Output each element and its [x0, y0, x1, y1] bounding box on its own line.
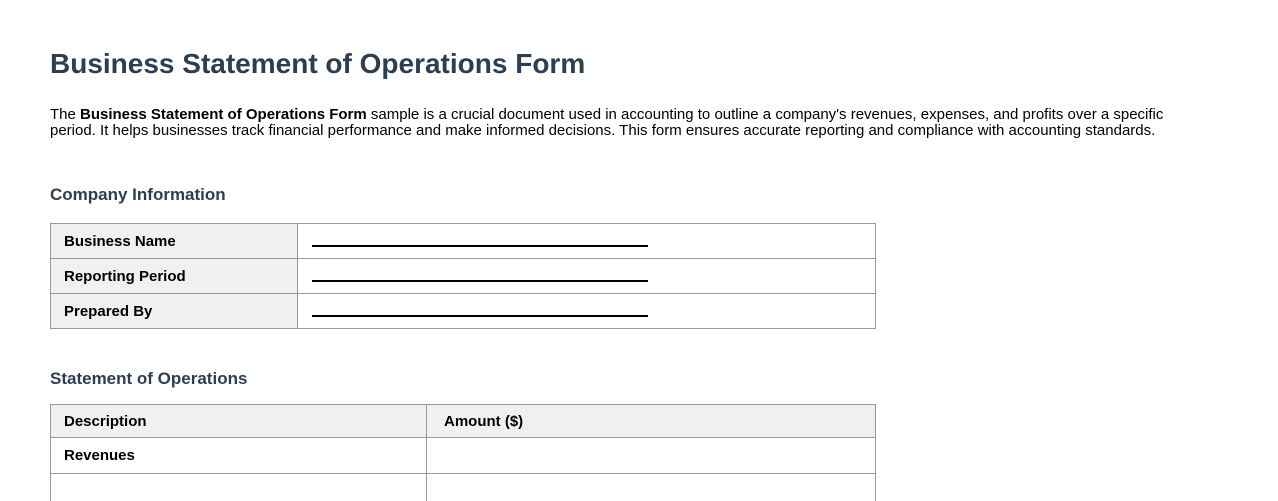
field-value-reporting-period: [298, 259, 876, 294]
intro-paragraph: [50, 107, 1213, 139]
fill-in-line: [312, 305, 648, 317]
field-value-prepared-by: [298, 294, 876, 329]
intro-text-bold: Business Statement of Operations Form: [80, 106, 367, 123]
intro-text-rest: sample is a crucial document used in accounting to outline a company's revenues, expenses, and profits over a specific period. It helps businesses track financial performance and make informed decisions. This form ensures accurate reporting and compliance with accounting standards.: [50, 106, 1164, 139]
row-description-cell: Revenues: [51, 438, 427, 474]
row-amount-cell: [427, 438, 876, 474]
intro-text-prefix: The: [50, 106, 81, 123]
table-row: [51, 294, 876, 329]
field-value-business-name: [298, 224, 876, 259]
column-header-amount: Amount ($): [427, 405, 876, 438]
row-description-cell: [51, 474, 427, 501]
table-row: [51, 438, 876, 474]
row-amount-cell: [427, 474, 876, 501]
table-row: [51, 259, 876, 294]
column-header-description: Description: [51, 405, 427, 438]
table-row: [51, 474, 876, 501]
section-heading-company-information: Company Information: [50, 185, 226, 204]
company-info-table: [50, 223, 876, 329]
table-header-row: [51, 405, 876, 438]
field-label-reporting-period: Reporting Period: [51, 259, 298, 294]
statement-table: [50, 404, 876, 501]
fill-in-line: [312, 235, 648, 247]
fill-in-line: [312, 270, 648, 282]
field-label-prepared-by: Prepared By: [51, 294, 298, 329]
section-heading-statement-of-operations: Statement of Operations: [50, 369, 248, 388]
field-label-business-name: Business Name: [51, 224, 298, 259]
table-row: [51, 224, 876, 259]
page-title: Business Statement of Operations Form: [50, 48, 586, 79]
